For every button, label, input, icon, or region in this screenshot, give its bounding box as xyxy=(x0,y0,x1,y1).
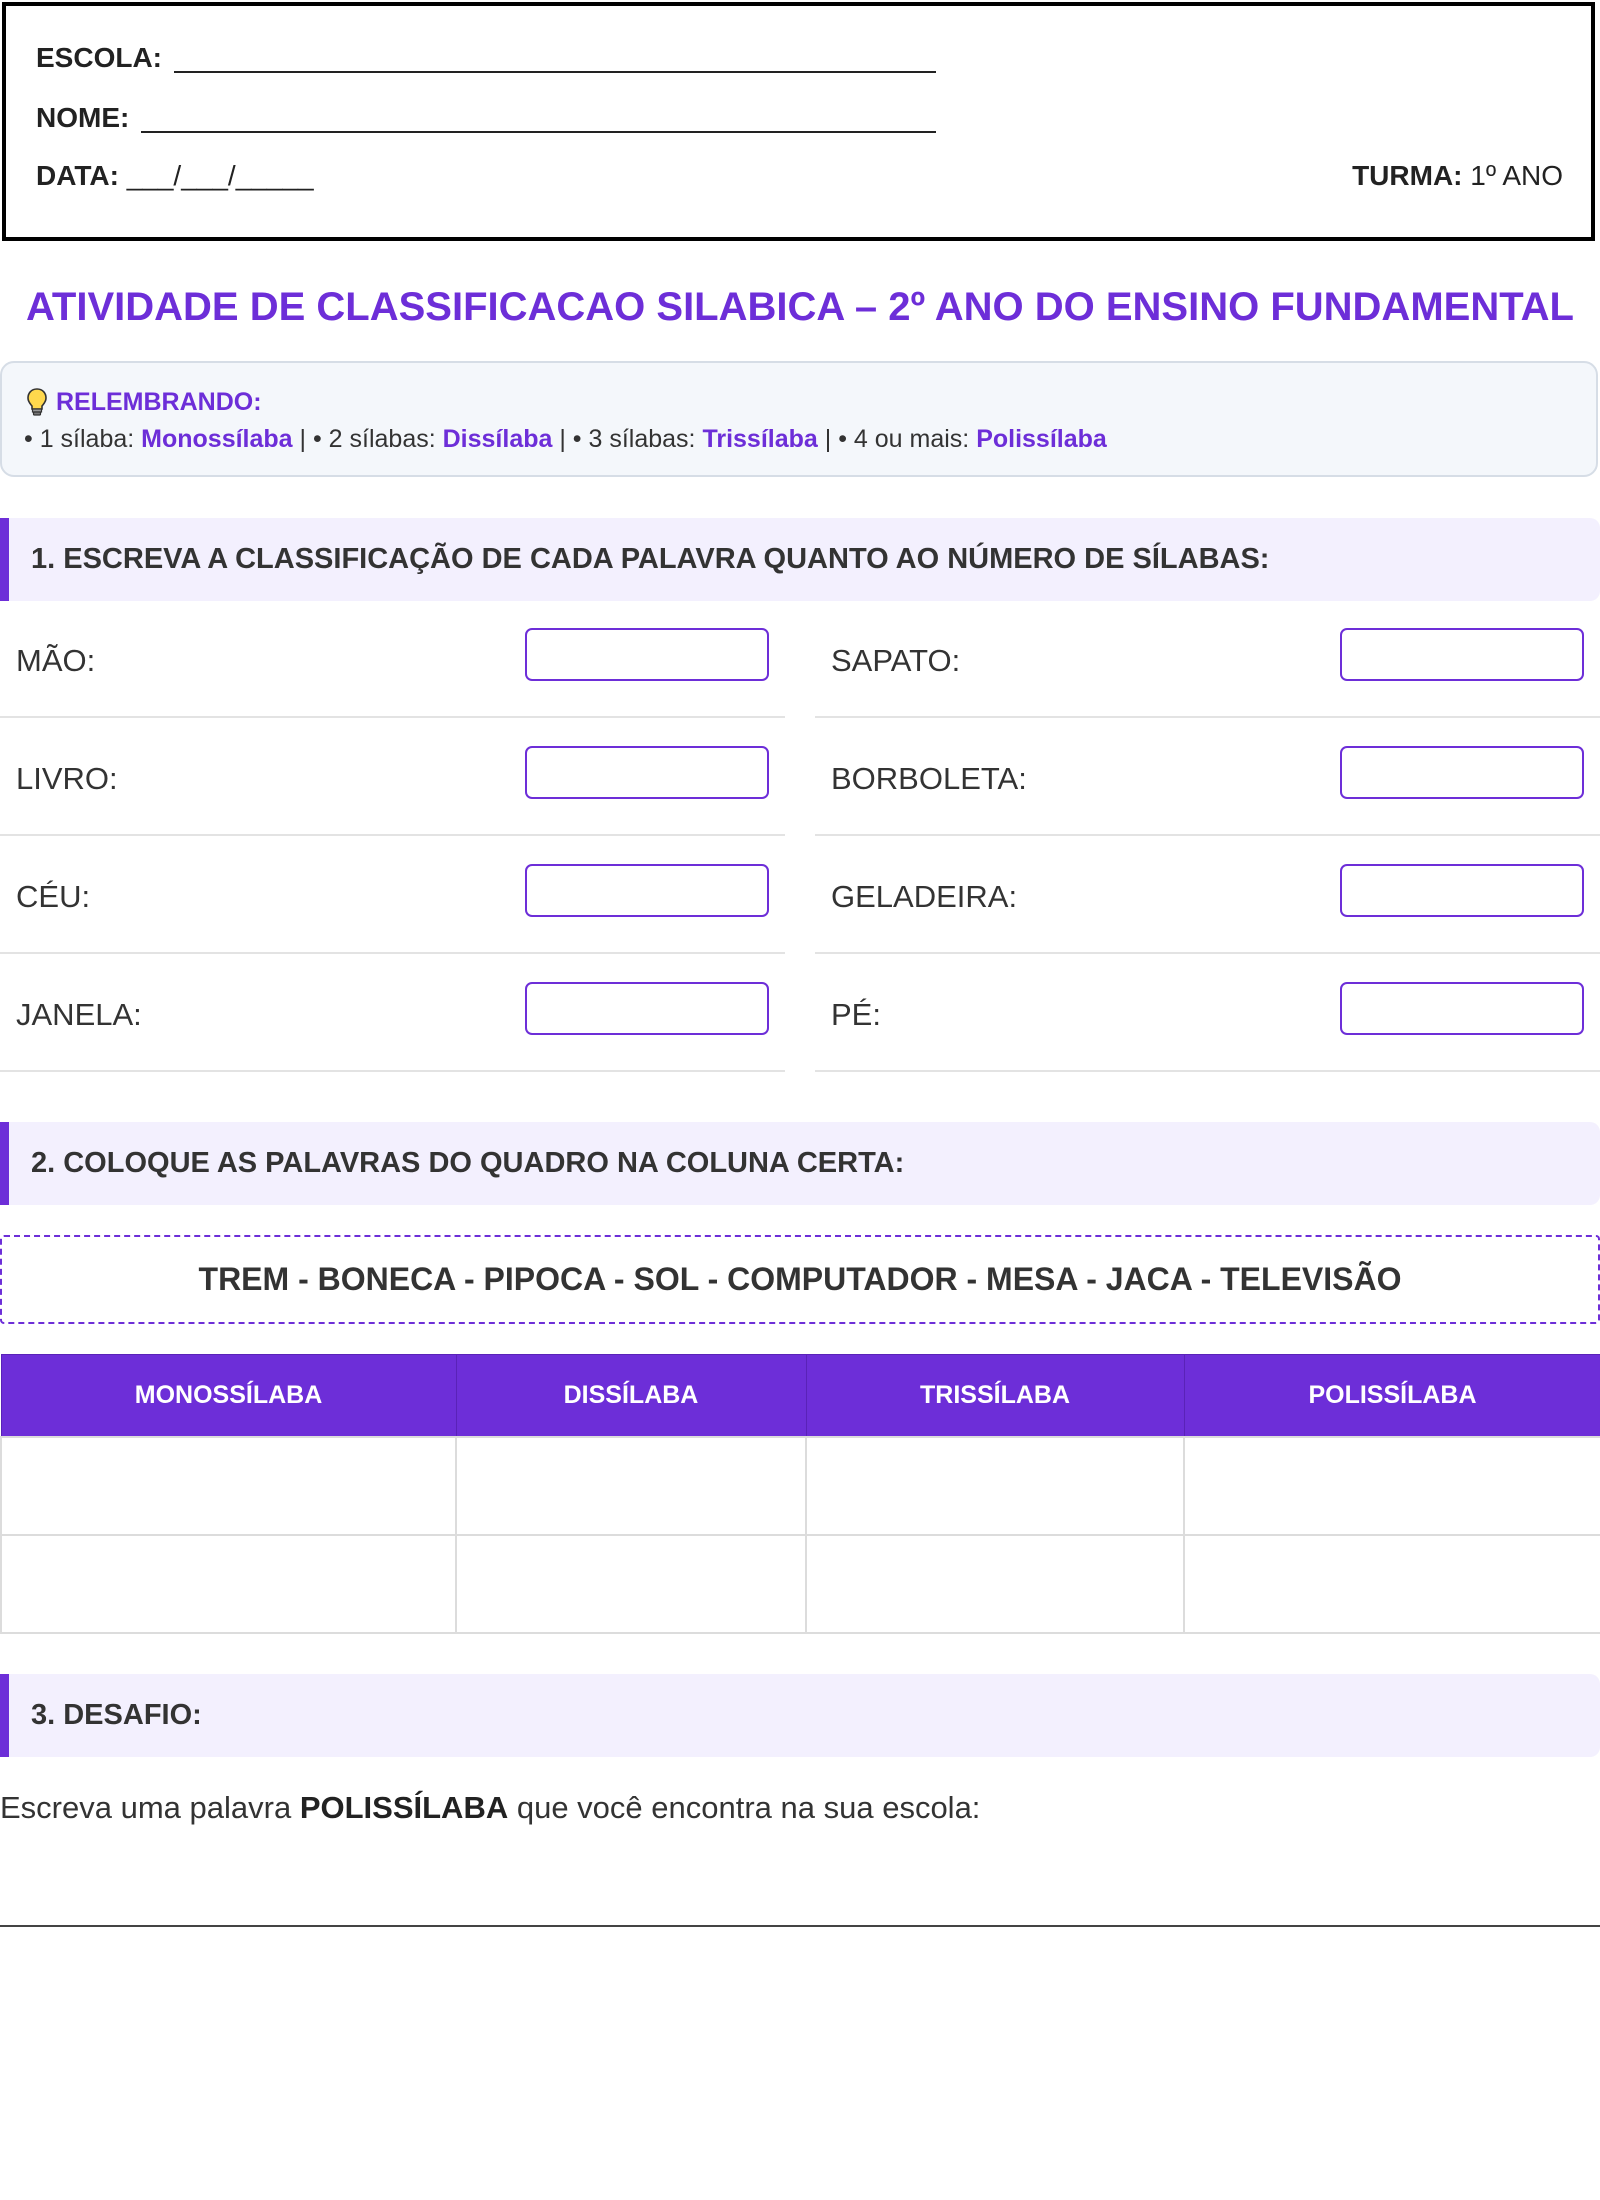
reminder-heading xyxy=(26,387,262,417)
word-row xyxy=(0,600,785,718)
classification-table xyxy=(0,1354,1600,1634)
nome-label: NOME: xyxy=(36,102,130,133)
desafio-answer-line[interactable] xyxy=(0,1925,1600,1927)
answer-input[interactable] xyxy=(525,982,769,1035)
reminder-item: • 1 sílaba: Monossílaba | xyxy=(24,425,313,453)
reminder-line xyxy=(24,425,1107,454)
table-cell[interactable] xyxy=(1,1437,456,1535)
escola-line[interactable] xyxy=(174,47,936,73)
reminder-box xyxy=(0,361,1598,477)
column-header: MONOSSÍLABA xyxy=(1,1355,456,1438)
answer-input[interactable] xyxy=(1340,746,1584,799)
reminder-heading-text: RELEMBRANDO: xyxy=(56,387,262,416)
escola-field xyxy=(36,42,936,74)
nome-field xyxy=(36,102,936,134)
student-info-box xyxy=(2,2,1595,241)
answer-input[interactable] xyxy=(1340,628,1584,681)
table-cell[interactable] xyxy=(1184,1535,1600,1633)
column-header: DISSÍLABA xyxy=(456,1355,806,1438)
answer-input[interactable] xyxy=(1340,982,1584,1035)
table-cell[interactable] xyxy=(456,1535,806,1633)
escola-label: ESCOLA: xyxy=(36,42,162,73)
turma-field xyxy=(1352,160,1563,192)
turma-value: 1º ANO xyxy=(1470,160,1563,191)
table-cell[interactable] xyxy=(1184,1437,1600,1535)
table-row xyxy=(1,1437,1600,1535)
word-label: SAPATO: xyxy=(831,643,961,678)
answer-input[interactable] xyxy=(525,864,769,917)
word-row xyxy=(0,718,785,836)
column-header: TRISSÍLABA xyxy=(806,1355,1184,1438)
data-field xyxy=(36,160,314,192)
word-label: CÉU: xyxy=(16,879,91,914)
word-row xyxy=(0,836,785,954)
data-blank[interactable]: ___/___/_____ xyxy=(126,160,314,191)
table-cell[interactable] xyxy=(1,1535,456,1633)
section-2-heading: 2. COLOQUE AS PALAVRAS DO QUADRO NA COLUNA CERTA: xyxy=(0,1122,1600,1205)
word-row xyxy=(815,954,1600,1072)
word-row xyxy=(815,718,1600,836)
word-row xyxy=(815,600,1600,718)
word-label: MÃO: xyxy=(16,643,96,678)
table-cell[interactable] xyxy=(806,1437,1184,1535)
desafio-prompt: Escreva uma palavra POLISSÍLABA que você encontra na sua escola: xyxy=(0,1790,981,1825)
word-row xyxy=(815,836,1600,954)
word-label: BORBOLETA: xyxy=(831,761,1027,796)
reminder-item: • 4 ou mais: Polissílaba xyxy=(838,425,1107,453)
section-1-heading: 1. ESCREVA A CLASSIFICAÇÃO DE CADA PALAVRA QUANTO AO NÚMERO DE SÍLABAS: xyxy=(0,518,1600,601)
word-label: JANELA: xyxy=(16,997,142,1032)
table-cell[interactable] xyxy=(456,1437,806,1535)
word-label: PÉ: xyxy=(831,997,881,1032)
table-cell[interactable] xyxy=(806,1535,1184,1633)
column-header: POLISSÍLABA xyxy=(1184,1355,1600,1438)
section-3-heading: 3. DESAFIO: xyxy=(0,1674,1600,1757)
table-header-row xyxy=(1,1355,1600,1438)
nome-line[interactable] xyxy=(141,107,936,133)
page-title: ATIVIDADE DE CLASSIFICACAO SILABICA – 2º ANO DO ENSINO FUNDAMENTAL xyxy=(26,285,1574,329)
word-bank: TREM - BONECA - PIPOCA - SOL - COMPUTADOR - MESA - JACA - TELEVISÃO xyxy=(0,1235,1600,1324)
reminder-item: • 3 sílabas: Trissílaba | xyxy=(572,425,839,453)
reminder-item: • 2 sílabas: Dissílaba | xyxy=(312,425,573,453)
answer-input[interactable] xyxy=(525,628,769,681)
lightbulb-icon xyxy=(26,387,48,417)
turma-label: TURMA: xyxy=(1352,160,1463,191)
answer-input[interactable] xyxy=(1340,864,1584,917)
answer-input[interactable] xyxy=(525,746,769,799)
data-label: DATA: xyxy=(36,160,119,191)
word-label: GELADEIRA: xyxy=(831,879,1018,914)
word-label: LIVRO: xyxy=(16,761,118,796)
word-row xyxy=(0,954,785,1072)
table-row xyxy=(1,1535,1600,1633)
